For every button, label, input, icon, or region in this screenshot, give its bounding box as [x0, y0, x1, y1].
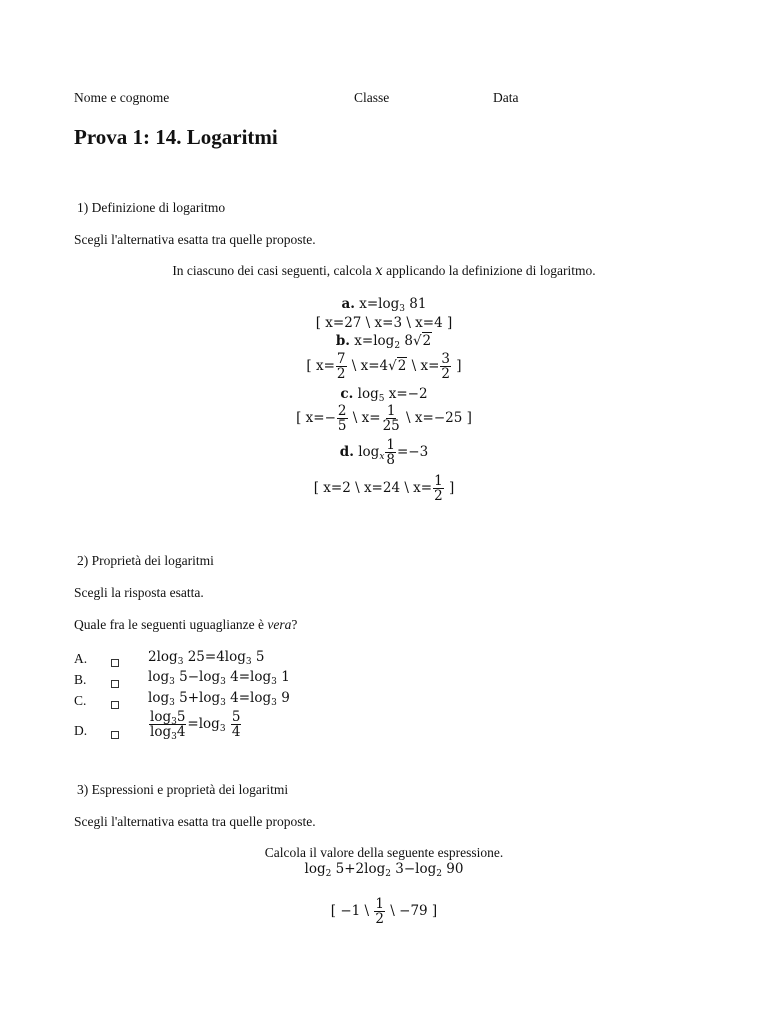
- fraction-numerator: 2: [337, 403, 347, 419]
- equation-base: 2: [436, 869, 442, 879]
- fraction: [337, 404, 348, 433]
- equation-part: log: [148, 690, 170, 706]
- section-2-instruction: Scegli la risposta esatta.: [74, 585, 204, 600]
- exercise-d-choices: [0, 474, 768, 503]
- exercise-b-root: 2: [422, 333, 432, 349]
- fraction: [440, 352, 451, 381]
- exercise-c-log: log: [357, 386, 379, 402]
- equation-part: 1: [281, 669, 290, 685]
- equation-part: log: [304, 861, 326, 877]
- question-suffix: ?: [291, 617, 298, 632]
- section-1-task: [0, 263, 768, 279]
- fraction-denominator: 8: [386, 452, 395, 469]
- equation-part: 90: [446, 861, 464, 877]
- task-suffix: applicando la definizione di logaritmo.: [386, 263, 596, 278]
- equation-part: 9: [281, 690, 290, 706]
- equation-base: 3: [169, 677, 175, 687]
- equation-base: 3: [171, 732, 177, 743]
- exercise-a-eq: x=log: [359, 296, 400, 312]
- fraction: [336, 352, 347, 381]
- fraction: [382, 404, 401, 433]
- equation-base: 3: [219, 724, 226, 735]
- s3-choices-open: [ −1 \: [330, 903, 370, 920]
- fraction-numerator: 1: [386, 403, 396, 419]
- equation-part: 2log: [148, 649, 178, 665]
- section-3-heading: 3) Espressioni e proprietà dei logaritmi: [77, 782, 289, 797]
- b-choices-open: [ x=: [306, 358, 335, 375]
- section-1-heading: 1) Definizione di logaritmo: [77, 200, 226, 215]
- section-1-instruction: Scegli l'alternativa esatta tra quelle proposte.: [74, 232, 316, 247]
- equation-part: log: [150, 724, 172, 741]
- equation-part: 4=log: [230, 690, 272, 706]
- section-3-expression: [0, 861, 768, 877]
- exercise-a: [0, 296, 768, 312]
- fraction-numerator: 3: [441, 351, 451, 367]
- fraction-denominator: 25: [382, 418, 400, 435]
- fraction-numerator: [149, 710, 186, 725]
- fraction-denominator: 2: [441, 366, 451, 383]
- equation-base: 2: [385, 869, 391, 879]
- exercise-d: [0, 438, 768, 467]
- exercise-c-base: 5: [378, 394, 385, 404]
- exercise-a-base: 3: [399, 304, 405, 314]
- fraction: [374, 897, 385, 926]
- b-choices-mid1: \ x=4: [347, 358, 389, 375]
- option-c-letter: C.: [74, 693, 87, 708]
- fraction-denominator: 2: [434, 488, 443, 505]
- class-field-label: Classe: [354, 90, 390, 105]
- exercise-d-rest: =−3: [396, 444, 429, 461]
- b-choices-close: ]: [452, 358, 462, 375]
- option-d-equation: [148, 709, 242, 743]
- section-3-choices: [0, 897, 768, 926]
- section-3-instruction: Scegli l'alternativa esatta tra quelle proposte.: [74, 814, 316, 829]
- equation-part: 5+log: [179, 690, 221, 706]
- d-choices-open: [ x=2 \ x=24 \ x=: [313, 480, 433, 497]
- c-choices-close: \ x=−25 ]: [401, 410, 472, 427]
- equation-part: log: [148, 669, 170, 685]
- fraction: [385, 438, 396, 467]
- equation-part: 3−log: [395, 861, 437, 877]
- equation-base: 3: [245, 657, 252, 667]
- b-choices-mid2: \ x=: [407, 358, 440, 375]
- option-c-checkbox[interactable]: [111, 697, 119, 713]
- task-variable: x: [375, 263, 383, 279]
- equation-base: 2: [325, 869, 332, 879]
- equation-part: log: [150, 709, 172, 725]
- fraction-denominator: 4: [231, 724, 241, 741]
- exercise-d-label: d.: [339, 444, 354, 461]
- equation-base: 3: [220, 698, 226, 708]
- equation-part: 5: [255, 649, 265, 665]
- option-b-letter: B.: [74, 672, 87, 687]
- exercise-a-arg: 81: [409, 296, 427, 312]
- fraction-denominator: 2: [336, 366, 346, 383]
- option-b-equation: [148, 669, 290, 685]
- c-choices-open: [ x=−: [296, 410, 336, 427]
- option-a-letter: A.: [74, 651, 88, 666]
- equation-base: 3: [220, 677, 226, 687]
- equation-base: 3: [169, 698, 175, 708]
- fraction-numerator: 1: [375, 896, 384, 912]
- option-d-letter: D.: [74, 723, 88, 738]
- equation-base: 3: [177, 657, 184, 667]
- exercise-b-eq: x=log: [354, 333, 395, 349]
- fraction-denominator: 2: [375, 911, 384, 928]
- equation-part: 4: [176, 724, 186, 741]
- option-b-checkbox[interactable]: [111, 676, 119, 692]
- exercise-c: [0, 386, 768, 402]
- equation-part: 5+2log: [335, 861, 386, 877]
- equation-base: 3: [271, 698, 277, 708]
- fraction-denominator: [149, 724, 186, 743]
- fraction-numerator: 1: [434, 473, 443, 489]
- equation-part: 4=log: [230, 669, 272, 685]
- option-a-checkbox[interactable]: [111, 655, 119, 671]
- exercise-c-label: c.: [340, 386, 354, 402]
- exercise-d-base: x: [379, 452, 385, 463]
- name-field-label: Nome e cognome: [74, 90, 170, 105]
- equation-base: 3: [171, 717, 177, 727]
- d-choices-close: ]: [444, 480, 455, 497]
- option-d-checkbox[interactable]: [111, 727, 119, 743]
- date-field-label: Data: [493, 90, 519, 105]
- exercise-d-log: log: [358, 444, 380, 461]
- equation-part: 5: [176, 709, 186, 725]
- exercise-b-base: 2: [394, 341, 401, 351]
- exercise-c-choices: [0, 404, 768, 433]
- s3-choices-close: \ −79 ]: [390, 903, 438, 920]
- fraction: [149, 709, 186, 743]
- question-prefix: Quale fra le seguenti uguaglianze è: [74, 617, 265, 632]
- b-choices-root: 2: [397, 358, 407, 375]
- task-prefix: In ciascuno dei casi seguenti, calcola: [172, 263, 372, 278]
- c-choices-mid: \ x=: [348, 410, 381, 427]
- exercise-b: b. $x=\log_2$ 8√2: [335, 333, 432, 351]
- question-emphasis: vera: [267, 617, 292, 632]
- fraction: [231, 710, 242, 739]
- exercise-a-label: a.: [341, 296, 355, 312]
- exercise-b-label: b.: [335, 333, 350, 349]
- option-c-equation: [148, 690, 290, 706]
- page-title: Prova 1: 14. Logaritmi: [74, 125, 278, 149]
- exercise-c-rest: x=−2: [388, 386, 428, 402]
- equation-part: =log: [187, 716, 220, 733]
- exercise-b-choices: [ x= $\frac{7}{2}$ \ x=4√2 \ x= $\frac{3}{2}$ ]: [306, 351, 462, 383]
- section-2-question: [74, 617, 297, 633]
- exercise-b-arg: 8: [404, 333, 413, 349]
- fraction-numerator: 1: [386, 437, 395, 453]
- section-3-task: Calcola il valore della seguente espressione.: [264, 845, 504, 860]
- section-2-heading: 2) Proprietà dei logaritmi: [77, 553, 214, 568]
- exercise-a-choices: [ x=27 \ x=3 \ x=4 ]: [315, 315, 453, 331]
- fraction-numerator: 7: [336, 351, 346, 367]
- equation-base: 3: [271, 677, 277, 687]
- fraction: [433, 474, 444, 503]
- fraction-numerator: 5: [231, 709, 241, 725]
- equation-part: 25=4log: [187, 649, 246, 665]
- fraction-denominator: 5: [337, 418, 347, 435]
- option-a-equation: [148, 649, 265, 665]
- equation-part: 5−log: [179, 669, 221, 685]
